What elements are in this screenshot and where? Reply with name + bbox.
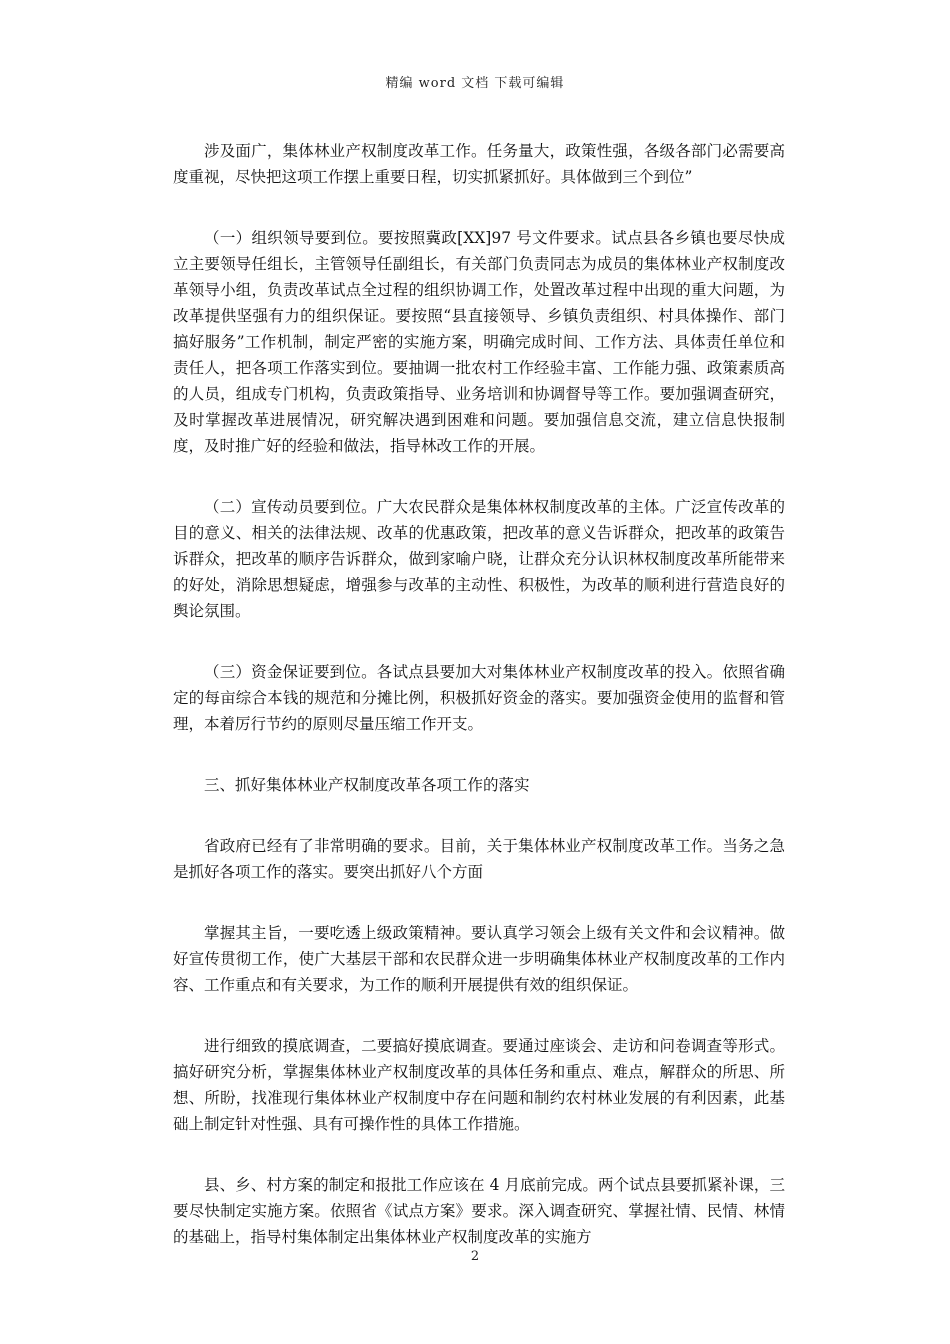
paragraph: 掌握其主旨，一要吃透上级政策精神。要认真学习领会上级有关文件和会议精神。做好宣传贯彻工作，使广大基层干部和农民群众进一步明确集体林业产权制度改革的工作内容、工作重点和有关要求，为工作的顺利开展提供有效的组织保证。 [173,924,785,994]
paragraph: 省政府已经有了非常明确的要求。目前，关于集体林业产权制度改革工作。当务之急是抓好各项工作的落实。要突出抓好八个方面 [173,837,785,881]
page-number: 2 [470,1249,480,1264]
section-heading: 三、抓好集体林业产权制度改革各项工作的落实 [204,776,530,794]
page-header: 精编 word 文档 下载可编辑 [385,76,565,91]
paragraph: （一）组织领导要到位。要按照冀政[XX]97 号文件要求。试点县各乡镇也要尽快成立主要领导任组长，主管领导任副组长，有关部门负责同志为成员的集体林业产权制度改革领导小组，负责改革试点全过程的组织协调工作，处置改革过程中出现的重大问题，为改革提供坚强有力的组织保证。要按照“县直接领导、乡镇负责组织、村具体操作、部门搞好服务”工作机制，制定严密的实施方案，明确完成时间、工作方法、具体责任单位和责任人，把各项工作落实到位。要抽调一批农村工作经验丰富、工作能力强、政策素质高的人员，组成专门机构，负责政策指导、业务培训和协调督导等工作。要加强调查研究，及时掌握改革进展情况，研究解决遇到困难和问题。要加强信息交流，建立信息快报制度，及时推广好的经验和做法，指导林改工作的开展。 [173,229,785,455]
paragraph: （三）资金保证要到位。各试点县要加大对集体林业产权制度改革的投入。依照省确定的每亩综合本钱的规范和分摊比例，积极抓好资金的落实。要加强资金使用的监督和管理，本着厉行节约的原则尽量压缩工作开支。 [173,663,785,733]
paragraph: （二）宣传动员要到位。广大农民群众是集体林权制度改革的主体。广泛宣传改革的目的意义、相关的法律法规、改革的优惠政策，把改革的意义告诉群众，把改革的政策告诉群众，把改革的顺序告诉群众，做到家喻户晓，让群众充分认识林权制度改革所能带来的好处，消除思想疑虑，增强参与改革的主动性、积极性，为改革的顺利进行营造良好的舆论氛围。 [173,498,785,620]
paragraph: 涉及面广，集体林业产权制度改革工作。任务量大，政策性强，各级各部门必需要高度重视，尽快把这项工作摆上重要日程，切实抓紧抓好。具体做到三个到位” [173,142,785,186]
paragraph: 进行细致的摸底调查，二要搞好摸底调查。要通过座谈会、走访和问卷调查等形式。搞好研究分析，掌握集体林业产权制度改革的具体任务和重点、难点，解群众的所思、所想、所盼，找准现行集体林业产权制度中存在问题和制约农村林业发展的有利因素，此基础上制定针对性强、具有可操作性的具体工作措施。 [173,1037,785,1133]
document-body [173,138,785,1285]
paragraph: 县、乡、村方案的制定和报批工作应该在 4 月底前完成。两个试点县要抓紧补课，三要尽快制定实施方案。依照省《试点方案》要求。深入调查研究、掌握社情、民情、林情的基础上，指导村集体制定出集体林业产权制度改革的实施方 [173,1176,785,1246]
